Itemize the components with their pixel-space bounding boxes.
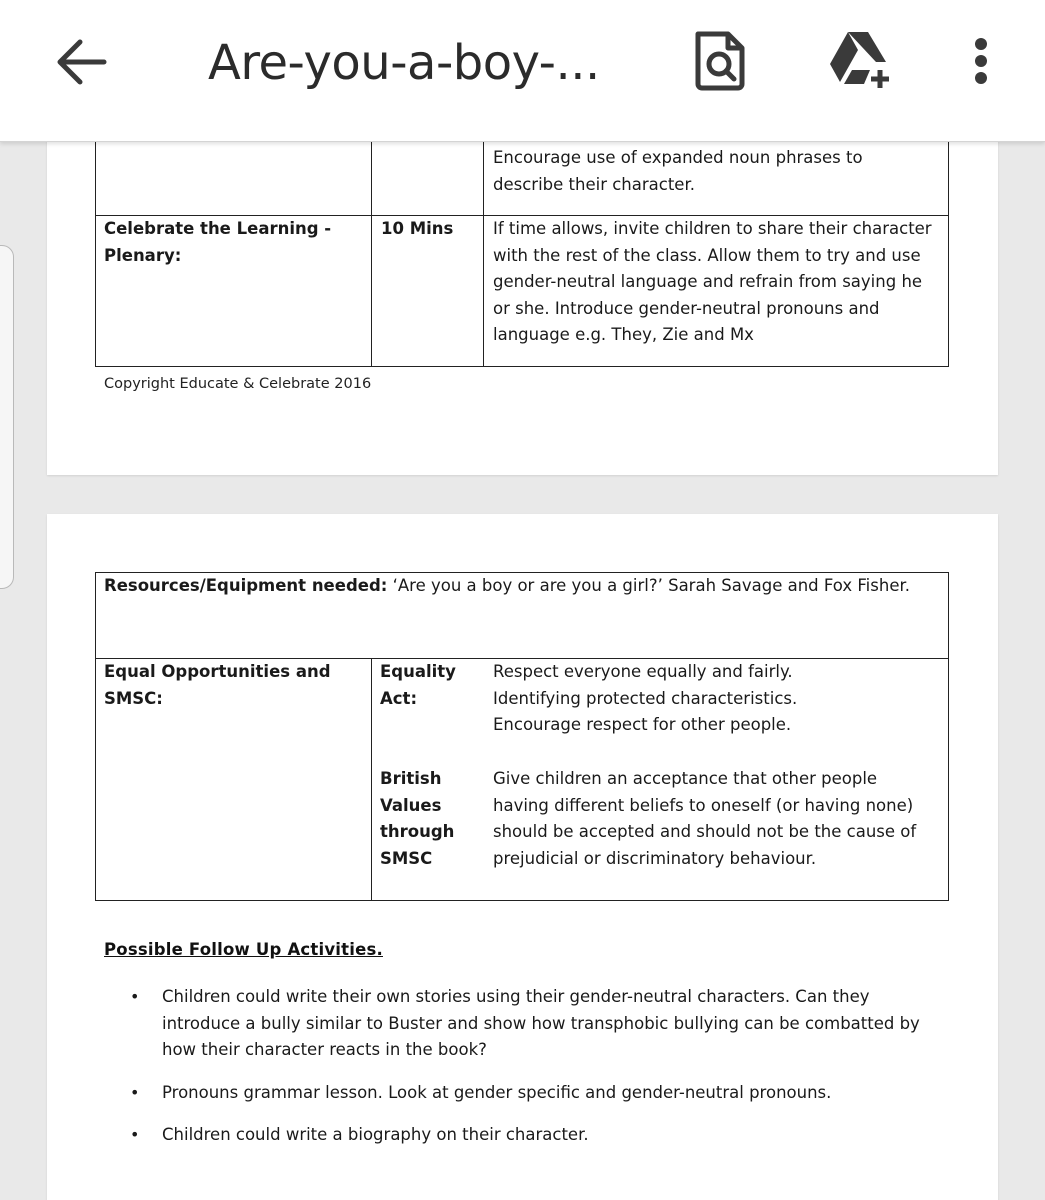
table-border [483, 142, 484, 367]
document-title: Are-you-a-boy-... [208, 35, 600, 91]
equality-act-line: Encourage respect for other people. [493, 715, 792, 734]
back-arrow-icon[interactable] [52, 34, 112, 90]
table-cell-time: 10 Mins [381, 219, 454, 238]
table-border [948, 572, 949, 901]
table-border [371, 658, 372, 901]
equal-opportunities-label: Equal Opportunities and SMSC: [104, 662, 331, 708]
app-bar [0, 0, 1045, 142]
list-item: • Children could write a biography on their character. [130, 1122, 950, 1149]
fast-scroll-handle[interactable] [0, 245, 14, 589]
resources-label: Resources/Equipment needed: [104, 576, 388, 595]
british-values-label: British Values through SMSC [380, 769, 455, 868]
followup-heading: Possible Follow Up Activities. [104, 940, 383, 959]
add-to-drive-icon[interactable] [824, 28, 896, 90]
more-options-icon[interactable] [966, 36, 996, 86]
resources-value: ‘Are you a boy or are you a girl?’ Sarah Savage and Fox Fisher. [392, 576, 910, 595]
equality-act-label: Equality Act: [380, 662, 456, 708]
table-border [948, 142, 949, 367]
equality-act-text [493, 659, 938, 739]
followup-list [130, 984, 950, 1149]
british-values-text: Give children an acceptance that other people having different beliefs to oneself (or having none) should be accepted and should not be the cause of prejudicial or discriminatory behaviour. [493, 769, 917, 868]
table-border [371, 142, 372, 367]
table-cell-description: If time allows, invite children to share their character with the rest of the class. Allow them to try and use gender-neutral language and refrain from saying he or she. Introduce gender-neutral pronouns and language e.g. They, Zie and Mx [493, 219, 932, 344]
table-border [95, 142, 96, 367]
table-border [95, 366, 949, 367]
table-border [95, 900, 949, 901]
copyright-notice: Copyright Educate & Celebrate 2016 [104, 376, 372, 392]
equality-act-line: Identifying protected characteristics. [493, 688, 798, 708]
resources-row [104, 573, 944, 600]
find-in-document-icon[interactable] [692, 30, 748, 92]
equality-act-line: Respect everyone equally and fairly. [493, 662, 793, 681]
table-border [95, 572, 96, 901]
list-item: • Children could write their own stories using their gender-neutral characters. Can they introduce a bully similar to Buster and show how transphobic bullying can be combatted by how their character reacts in the book? [130, 984, 935, 1064]
list-item: • Pronouns grammar lesson. Look at gender specific and gender-neutral pronouns. [130, 1080, 950, 1107]
table-cell-description: Encourage use of expanded noun phrases to describe their character. [493, 148, 863, 194]
table-cell-activity: Celebrate the Learning - Plenary: [104, 219, 332, 265]
